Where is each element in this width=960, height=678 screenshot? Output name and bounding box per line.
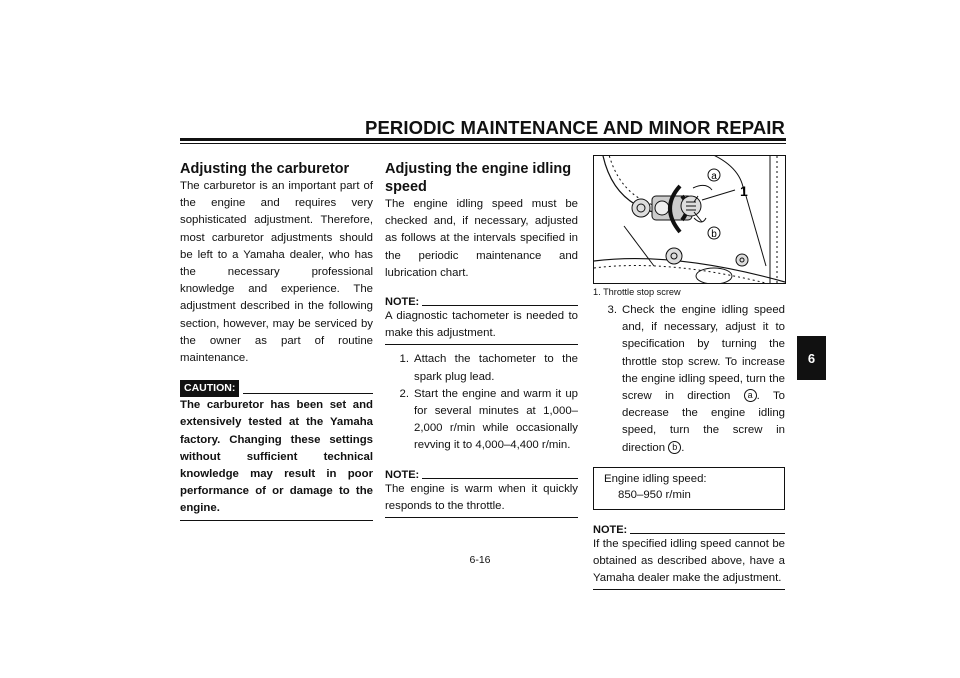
idling-section xyxy=(385,160,578,518)
note-rule xyxy=(422,305,578,306)
caution-rule xyxy=(243,393,373,394)
note-text: If the specified idling speed cannot be obtained as described above, have a Yamaha dealer make the adjustment. xyxy=(593,537,785,585)
caution-header xyxy=(180,380,373,397)
step-text: Attach the tachometer to the spark plug lead. xyxy=(414,353,578,383)
figure-caption-number: 1. xyxy=(593,287,601,297)
direction-b-symbol: b xyxy=(668,441,681,454)
idling-heading: Adjusting the engine idling speed xyxy=(385,161,572,195)
carburetor-body: The carburetor is an important part of the engine and requires very sophisticated adjustment. Therefore, most carburetor adjustments should be left to a Yamaha dealer, who has the necessary professional knowledge and experience. The adjustment described in the following section, however, may be serviced by the owner as part of routine maintenance. xyxy=(180,180,373,365)
step-text xyxy=(622,302,785,457)
note-dealer xyxy=(593,524,785,591)
note-tachometer xyxy=(385,296,578,345)
note-header xyxy=(593,524,785,536)
note-label: NOTE: xyxy=(593,523,628,536)
page-number: 6-16 xyxy=(469,554,491,566)
step-item xyxy=(385,386,578,455)
header-rule xyxy=(180,138,786,141)
step-item xyxy=(385,351,578,385)
callout-1-label: 1 xyxy=(740,183,748,199)
note-rule xyxy=(630,533,785,534)
figure-caption-text: Throttle stop screw xyxy=(603,287,681,297)
step-item xyxy=(593,302,785,457)
note-warm-engine xyxy=(385,469,578,518)
idling-intro: The engine idling speed must be checked and, if necessary, adjusted as follows at the intervals specified in the periodic maintenance and lubrication chart. xyxy=(385,198,578,279)
engine-illustration xyxy=(594,156,785,283)
step-3-list xyxy=(593,302,785,457)
note-text: A diagnostic tachometer is needed to make this adjustment. xyxy=(385,310,578,340)
step-number: 3. xyxy=(607,304,617,316)
caution-text: The carburetor has been set and extensively tested at the Yamaha factory. Changing these settings without sufficient technical knowledge may result in poor performance of or damage to the engine. xyxy=(180,397,373,520)
note-label: NOTE: xyxy=(385,468,420,481)
throttle-screw-figure xyxy=(593,155,786,284)
idling-speed-spec-box xyxy=(593,467,785,510)
step-3-text-2: . To decrease the engine idling speed, turn the screw in direction xyxy=(622,390,785,454)
steps-list xyxy=(385,351,578,454)
adjustment-section xyxy=(593,155,785,590)
step-3-text-3: . xyxy=(681,441,685,454)
note-label: NOTE: xyxy=(385,296,420,309)
step-3-text-1: Check the engine idling speed and, if necessary, adjust it to specification by turning the throttle stop screw. To increase the engine idling speed, turn the screw in direction xyxy=(622,304,785,403)
header-rule-thin xyxy=(180,143,786,144)
note-text: The engine is warm when it quickly responds to the throttle. xyxy=(385,482,578,512)
spec-value: 850–950 r/min xyxy=(618,488,691,501)
page-header-title: PERIODIC MAINTENANCE AND MINOR REPAIR xyxy=(365,117,785,138)
figure-caption xyxy=(593,286,785,298)
direction-b-label: b xyxy=(711,229,717,240)
chapter-tab: 6 xyxy=(797,336,826,380)
spec-label: Engine idling speed: xyxy=(604,472,707,485)
carburetor-heading: Adjusting the carburetor xyxy=(180,161,350,177)
direction-a-symbol: a xyxy=(744,389,757,402)
step-number: 1. xyxy=(399,353,409,366)
step-text: Start the engine and warm it up for several minutes at 1,000–2,000 r/min while occasionally revving it to 4,000–4,400 r/min. xyxy=(414,387,578,452)
carburetor-section xyxy=(180,160,373,521)
caution-label: CAUTION: xyxy=(180,380,239,397)
note-rule xyxy=(422,478,578,479)
direction-a-label: a xyxy=(711,171,717,182)
note-header xyxy=(385,469,578,481)
note-header xyxy=(385,296,578,308)
step-number: 2. xyxy=(399,387,409,400)
